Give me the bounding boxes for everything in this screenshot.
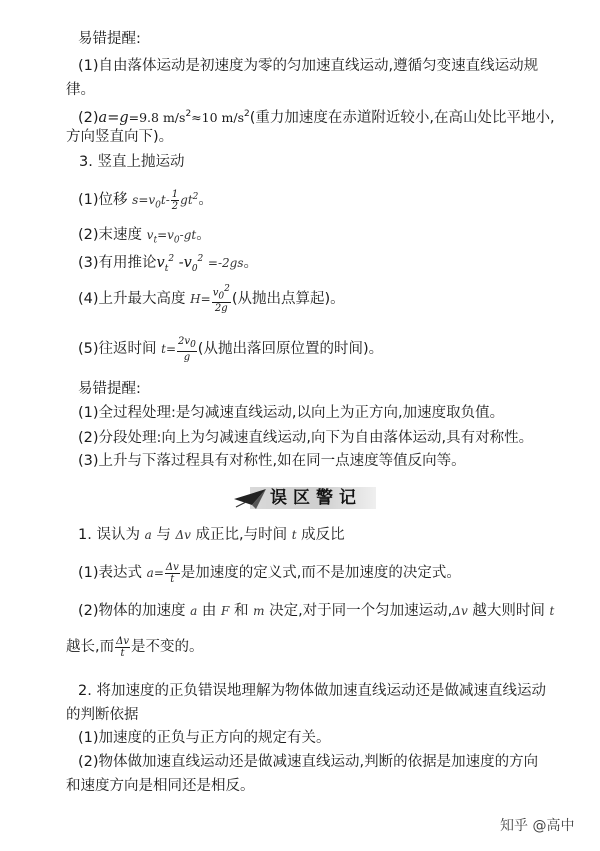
- judgement-basis-line-2: 和速度方向是相同还是相反。: [66, 778, 255, 794]
- tip-2-line-1: (2)a=g=9.8 $m/s^2\approx 10$ $m/s^2$(重力加速度在赤道附近较小,在高山处比平地小,: [78, 109, 555, 126]
- displacement-formula: (1)位移 $s=v_0t-$ $\frac{1}{2}$ $gt^2$。: [78, 188, 213, 212]
- judgement-basis-line-1: (2)物体做加速直线运动还是做减速直线运动,判断的依据是加速度的方向: [78, 754, 539, 770]
- error-tip-heading-1: 易错提醒:: [78, 31, 141, 47]
- fraction-v0sq-over-2g: $\frac{v_0^2}{2g}$: [212, 284, 230, 315]
- final-velocity-formula: (2)末速度 $v_t=v_0-gt$。: [78, 227, 211, 246]
- tip-symmetry: (3)上升与下落过程具有对称性,如在同一点速度等值反向等。: [78, 453, 466, 469]
- fraction-half: $\frac{1}{2}$: [171, 188, 179, 212]
- tip-1-line-1: (1)自由落体运动是初速度为零的匀加速直线运动,遵循匀变速直线运动规: [78, 58, 539, 74]
- watermark: 知乎 @高中: [500, 818, 575, 834]
- round-trip-time-formula: (5)往返时间 t= $\frac{2v_0}{g}$ (从抛出落回原位置的时间)。: [78, 335, 384, 363]
- tip-2-line-2: 方向竖直向下)。: [66, 129, 174, 145]
- max-height-formula: (4)上升最大高度 H= $\frac{v_0^2}{2g}$ (从抛出点算起)。: [78, 284, 345, 315]
- misconception-banner: [232, 483, 380, 513]
- corollary-formula: (3)有用推论$v_t^2$ $-v_0^2 =-2gs$。: [78, 254, 258, 274]
- paper-plane-icon: [232, 483, 272, 513]
- acceleration-determinants-line-1: (2)物体的加速度 a 由 F 和 m 决定,对于同一个匀加速运动,Δv 越大则时间 t: [78, 603, 555, 619]
- acceleration-determinants-line-2: 越长,而 $\frac{\Delta v}{t}$ 是不变的。: [66, 635, 204, 659]
- tip-whole-process: (1)全过程处理:是匀减速直线运动,以向上为正方向,加速度取负值。: [78, 405, 505, 421]
- vertical-throw-heading: 3. 竖直上抛运动: [79, 154, 185, 170]
- tip-1-line-2: 律。: [66, 82, 95, 98]
- banner-title: 误区警记: [270, 488, 362, 508]
- fraction-dv-over-t-2: $\frac{\Delta v}{t}$: [116, 635, 129, 659]
- definition-formula-line: (1)表达式 a= $\frac{\Delta v}{t}$ 是加速度的定义式,而不是加速度的决定式。: [78, 561, 461, 585]
- sign-convention-point: (1)加速度的正负与正方向的规定有关。: [78, 730, 331, 746]
- misconception-2-heading-line-1: 2. 将加速度的正负错误地理解为物体做加速直线运动还是做减速直线运动: [78, 683, 546, 699]
- tip-segment-process: (2)分段处理:向上为匀减速直线运动,向下为自由落体运动,具有对称性。: [78, 430, 534, 446]
- misconception-1-heading: 1. 误认为 a 与 Δv 成正比,与时间 t 成反比: [78, 527, 345, 543]
- fraction-dv-over-t: $\frac{\Delta v}{t}$: [165, 561, 179, 585]
- error-tip-heading-2: 易错提醒:: [78, 381, 141, 397]
- misconception-2-heading-line-2: 的判断依据: [66, 707, 139, 723]
- fraction-2v0-over-g: $\frac{2v_0}{g}$: [178, 335, 196, 363]
